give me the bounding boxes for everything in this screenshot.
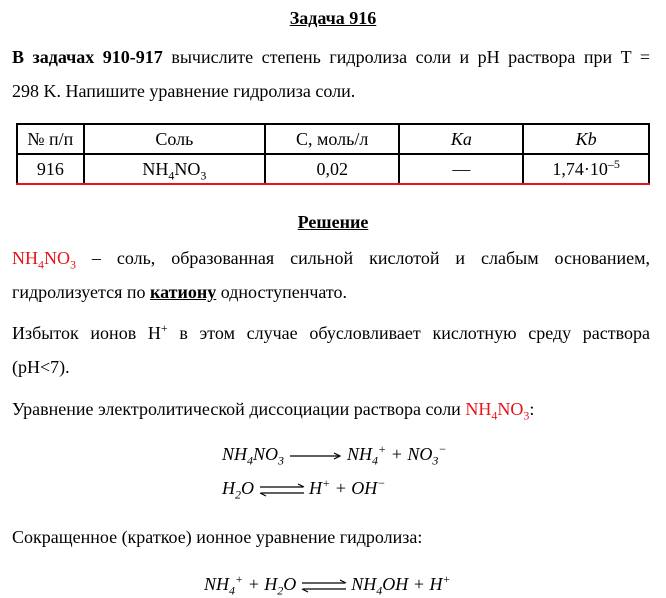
header-conc xyxy=(265,124,399,154)
equation-dissociation-water xyxy=(222,476,386,502)
equilibrium-arrow-icon xyxy=(259,483,305,497)
salt-sub-2: 3 xyxy=(200,168,207,183)
eq2-left: $H_2O$ xyxy=(222,478,254,502)
data-table xyxy=(16,123,650,185)
cell-num: 916 xyxy=(17,154,84,184)
header-num: № п/п xyxy=(17,124,84,154)
eq1-plus: + xyxy=(390,444,403,464)
task-range: В задачах 910-917 xyxy=(12,47,163,67)
eq3-right-b: H+ xyxy=(429,572,451,594)
p3-salt-red: $NH_4NO_3$ xyxy=(465,399,530,423)
eq3-left-b: $H_2O$ xyxy=(264,574,297,598)
header-ka-text: Ka xyxy=(450,128,472,149)
p1-line2-a: гидролизуется по xyxy=(12,282,151,302)
solution-heading: Решение xyxy=(297,212,369,232)
solution-paragraph-1 xyxy=(12,241,650,309)
eq1-right-a: $NH_4^+$ xyxy=(347,442,387,468)
p2-text-a: Избыток ионов H xyxy=(12,323,161,343)
eq1-right-b: $NO_3^-$ xyxy=(407,442,447,468)
equation-hydrolysis xyxy=(204,572,451,598)
task-statement xyxy=(12,40,650,108)
header-ka xyxy=(399,124,523,154)
eq3-plus-1: + xyxy=(247,574,260,594)
cell-salt xyxy=(84,154,265,184)
p1-text: – соль, образованная сильной кислотой и слабым основанием, xyxy=(76,248,650,268)
header-kb-text: Kb xyxy=(575,128,597,149)
p1-line2-b: одноступенчато. xyxy=(216,282,348,302)
cell-ka: — xyxy=(399,154,523,184)
task-text-line1: вычислите степень гидролиза соли и pH раствора при T = xyxy=(162,47,650,67)
cell-conc: 0,02 xyxy=(265,154,399,184)
kb-exp: –5 xyxy=(607,156,620,171)
p1-line2-bold: катиону xyxy=(150,282,217,302)
salt-sub-1: 4 xyxy=(168,168,175,183)
right-arrow-icon xyxy=(289,451,343,461)
solution-paragraph-4: Сокращенное (краткое) ионное уравнение гидролиза: xyxy=(12,527,423,547)
kb-base: 1,74·10 xyxy=(552,158,608,179)
task-text-line2: 298 K. Напишите уравнение гидролиза соли. xyxy=(12,81,356,101)
cell-kb xyxy=(523,154,649,184)
salt-part-b: NO xyxy=(174,158,201,179)
eq3-plus-2: + xyxy=(412,574,425,594)
p2-line2: (pH<7). xyxy=(12,357,70,377)
table-row xyxy=(17,154,649,184)
eq2-right-b: OH− xyxy=(351,476,386,498)
table-header-row xyxy=(17,124,649,154)
eq2-plus: + xyxy=(334,478,347,498)
header-kb xyxy=(523,124,649,154)
equilibrium-arrow-icon xyxy=(301,579,347,593)
solution-paragraph-3 xyxy=(12,392,650,426)
p3-text: Уравнение электролитической диссоциации раствора соли xyxy=(12,399,466,419)
equation-dissociation-salt xyxy=(222,442,447,468)
eq3-left-a: $NH_4^+$ xyxy=(204,572,244,598)
header-conc-text: C, моль/л xyxy=(296,128,369,149)
header-salt: Соль xyxy=(84,124,265,154)
solution-paragraph-2 xyxy=(12,316,650,384)
p2-text-b: в этом случае обусловливает кислотную среду раствора xyxy=(167,323,651,343)
salt-formula-red: $NH_4NO_3$ xyxy=(12,248,76,272)
eq3-right-a: $NH_4OH$ xyxy=(351,574,409,598)
salt-part-a: NH xyxy=(142,158,169,179)
p2-sup: + xyxy=(160,321,168,335)
p1-line2 xyxy=(12,275,347,309)
p3-colon: : xyxy=(529,399,535,419)
eq2-right-a: H+ xyxy=(309,476,331,498)
task-title: Задача 916 xyxy=(289,8,377,28)
eq1-left: $NH_4NO_3$ xyxy=(222,444,285,468)
